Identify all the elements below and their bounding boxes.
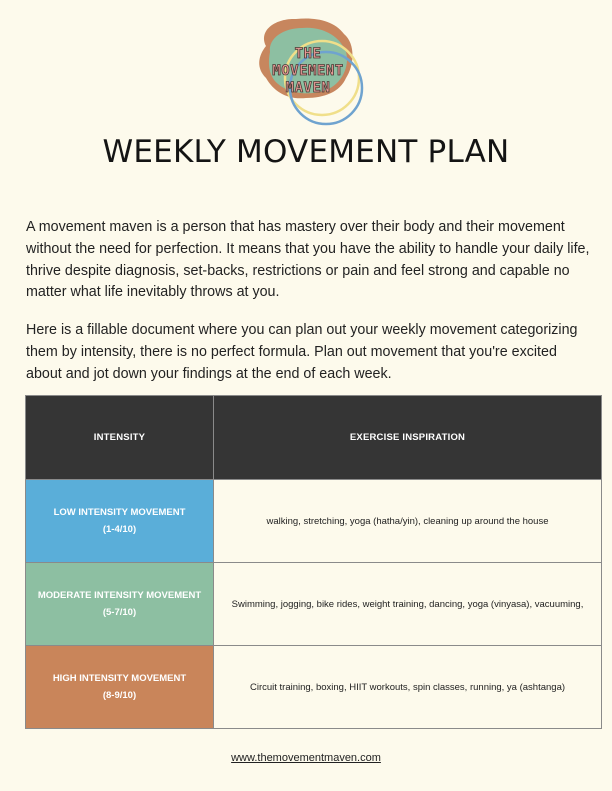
header-exercise-inspiration: EXERCISE INSPIRATION	[214, 396, 602, 480]
intensity-label-moderate	[26, 563, 214, 646]
intensity-label-high	[26, 646, 214, 729]
inspiration-field-low[interactable]: walking, stretching, yoga (hatha/yin), cleaning up around the house	[214, 480, 602, 563]
intro-paragraph-1: A movement maven is a person that has mastery over their body and their movement without the need for perfection. It means that you have the ability to handle your daily life, thrive despite diagnosis, set-backs, restrictions or pain and feel strong and capable no matter what life inevitably throws at you.	[26, 219, 590, 301]
intensity-name: HIGH INTENSITY MOVEMENT	[52, 673, 187, 684]
table-row-low	[26, 480, 602, 563]
intro-paragraph-2: Here is a fillable document where you can plan out your weekly movement categorizing them by intensity, there is no perfect formula. Plan out movement that you're excited about and jot down your findings at the end of each week.	[26, 322, 578, 382]
logo-text-line1: THE	[294, 46, 322, 62]
intensity-range: (5-7/10)	[102, 607, 137, 618]
intensity-range: (8-9/10)	[102, 690, 137, 701]
table-row-high	[26, 646, 602, 729]
footer	[0, 752, 612, 764]
table-header-row	[26, 396, 602, 480]
inspiration-field-moderate[interactable]: Swimming, jogging, bike rides, weight training, dancing, yoga (vinyasa), vacuuming,	[214, 563, 602, 646]
brand-logo	[248, 14, 368, 126]
page-title: WEEKLY MOVEMENT PLAN	[102, 134, 510, 170]
logo-text-line3: MAVEN	[285, 80, 331, 96]
intensity-name: MODERATE INTENSITY MOVEMENT	[37, 590, 202, 601]
intensity-label-low	[26, 480, 214, 563]
movement-plan-table	[25, 395, 602, 729]
website-link[interactable]: www.themovementmaven.com	[231, 752, 381, 764]
intensity-name: LOW INTENSITY MOVEMENT	[53, 507, 186, 518]
inspiration-field-high[interactable]: Circuit training, boxing, HIIT workouts, spin classes, running, ya (ashtanga)	[214, 646, 602, 729]
intensity-range: (1-4/10)	[102, 524, 137, 535]
header-intensity: INTENSITY	[26, 396, 214, 480]
logo-text-line2: MOVEMENT	[272, 63, 344, 79]
table-row-moderate	[26, 563, 602, 646]
